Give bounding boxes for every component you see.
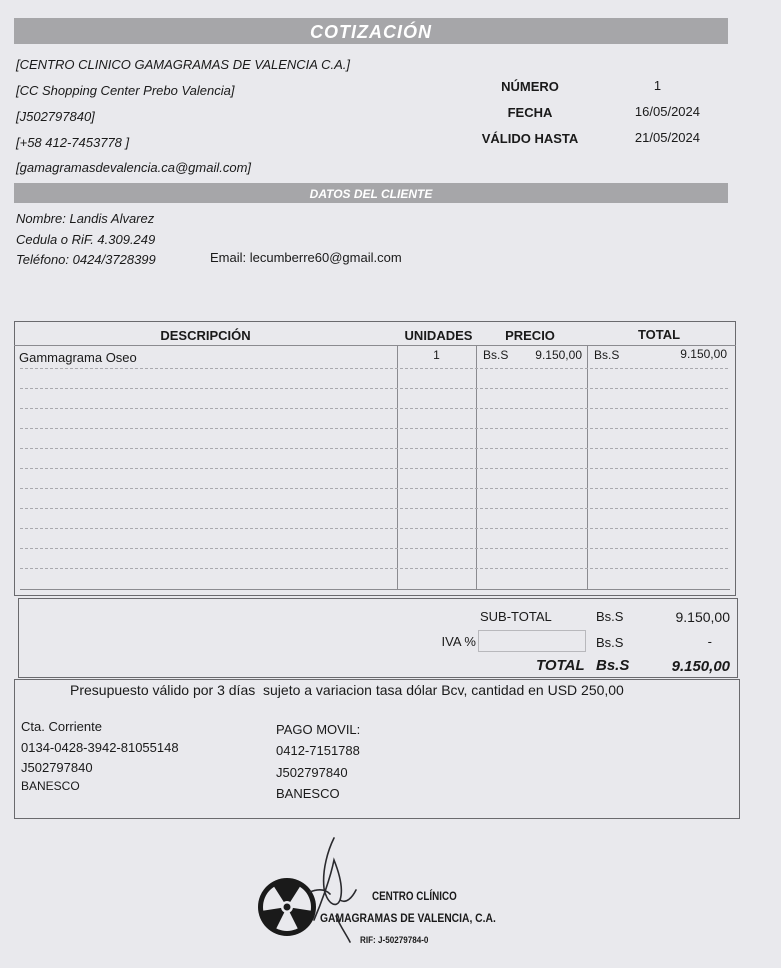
- header-description: DESCRIPCIÓN: [160, 328, 251, 343]
- meta-date-value: 16/05/2024: [634, 104, 700, 119]
- account-number: 0134-0428-3942-81055148: [21, 740, 179, 755]
- meta-number-label: NÚMERO: [501, 79, 559, 94]
- table-header-divider: [14, 345, 736, 346]
- client-section-title: DATOS DEL CLIENTE: [14, 183, 728, 203]
- row-line: [20, 528, 728, 529]
- row-line: [20, 568, 728, 569]
- meta-valid-label: VÁLIDO HASTA: [481, 131, 579, 146]
- row-line: [20, 408, 728, 409]
- account-title: Cta. Corriente: [21, 719, 102, 734]
- row-description: Gammagrama Oseo: [19, 350, 137, 365]
- total-value: 9.150,00: [671, 658, 730, 675]
- row-units: 1: [433, 348, 440, 362]
- meta-date-label: FECHA: [507, 105, 553, 120]
- header-total: TOTAL: [637, 327, 681, 342]
- table-bottom-line: [20, 589, 730, 590]
- mobile-rif: J502797840: [276, 765, 348, 780]
- row-total-currency: Bs.S: [594, 348, 620, 362]
- subtotal-value: 9.150,00: [675, 609, 730, 625]
- meta-number-value: 1: [653, 78, 662, 93]
- meta-valid-value: 21/05/2024: [634, 130, 700, 145]
- mobile-number: 0412-7151788: [276, 743, 360, 758]
- row-line: [20, 448, 728, 449]
- row-price: 9.150,00: [535, 348, 582, 362]
- client-phone: Teléfono: 0424/3728399: [16, 252, 156, 267]
- row-price-currency: Bs.S: [483, 348, 509, 362]
- row-line: [20, 388, 728, 389]
- row-total: 9.150,00: [680, 347, 727, 361]
- account-rif: J502797840: [21, 760, 93, 775]
- row-line: [20, 428, 728, 429]
- totals-box: [18, 598, 738, 678]
- mobile-title: PAGO MOVIL:: [276, 722, 361, 737]
- stamp-line-1: CENTRO CLÍNICO: [372, 889, 457, 903]
- validity-note: Presupuesto válido por 3 días sujeto a variacion tasa dólar Bcv, cantidad en USD 250,00: [70, 682, 624, 698]
- header-units: UNIDADES: [404, 328, 473, 343]
- stamp-line-3: RIF: J-50279784-0: [360, 935, 429, 945]
- row-line: [20, 488, 728, 489]
- company-name: [CENTRO CLINICO GAMAGRAMAS DE VALENCIA C.A.]: [16, 57, 350, 72]
- iva-currency: Bs.S: [596, 635, 624, 650]
- signature-icon: [300, 830, 370, 950]
- client-name: Nombre: Landis Alvarez: [16, 211, 155, 226]
- row-line: [20, 548, 728, 549]
- subtotal-currency: Bs.S: [596, 609, 624, 624]
- iva-rate-field: [478, 630, 586, 652]
- mobile-bank: BANESCO: [276, 786, 340, 801]
- client-id: Cedula o RiF. 4.309.249: [16, 232, 156, 247]
- iva-value: -: [707, 634, 712, 649]
- header-price: PRECIO: [505, 328, 555, 343]
- total-currency: Bs.S: [596, 657, 630, 674]
- company-address: [CC Shopping Center Prebo Valencia]: [16, 83, 235, 98]
- row-line: [20, 468, 728, 469]
- total-label: TOTAL: [536, 657, 585, 674]
- company-rif: [J502797840]: [16, 109, 95, 124]
- document-title: COTIZACIÓN: [14, 18, 728, 44]
- account-bank: BANESCO: [21, 779, 80, 793]
- iva-label: IVA %: [441, 634, 476, 649]
- stamp-line-2: GAMAGRAMAS DE VALENCIA, C.A.: [320, 911, 496, 925]
- client-email: Email: lecumberre60@gmail.com: [210, 250, 402, 265]
- company-phone: [+58 412-7453778 ]: [16, 135, 130, 150]
- company-email: [gamagramasdevalencia.ca@gmail.com]: [16, 160, 252, 175]
- row-line: [20, 508, 728, 509]
- row-line: [20, 368, 728, 369]
- subtotal-label: SUB-TOTAL: [480, 609, 552, 624]
